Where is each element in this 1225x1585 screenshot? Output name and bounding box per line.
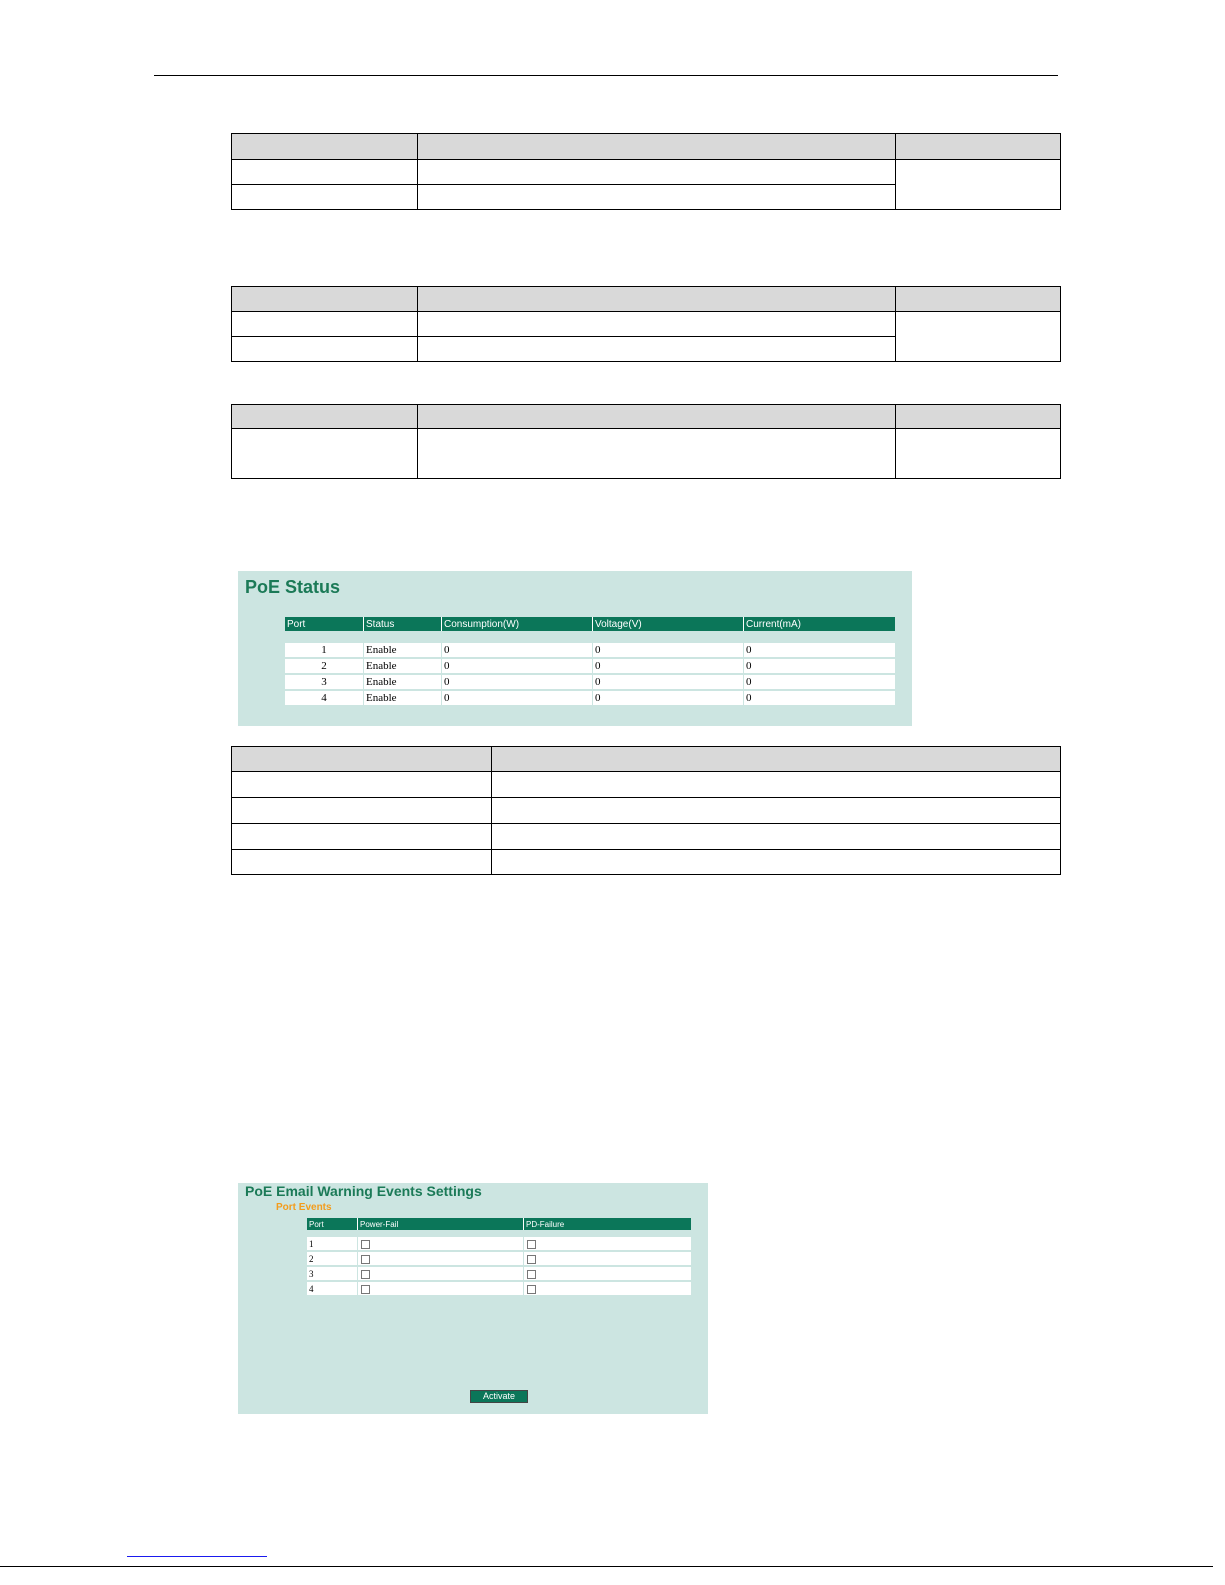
table-cell [232,429,418,479]
port-cell: 3 [307,1265,357,1280]
table-row [285,641,895,657]
header-cell [492,747,1061,772]
power-fail-cell [357,1280,523,1295]
current-cell: 0 [743,657,895,673]
current-cell: 0 [743,673,895,689]
table-row [307,1280,691,1295]
table-cell [492,772,1061,798]
table-cell [418,429,896,479]
header-cell [896,405,1061,429]
table-row [285,673,895,689]
poe-email-title: PoE Email Warning Events Settings [245,1183,482,1199]
header-rule [154,75,1058,76]
poe-status-table [285,617,895,705]
table-cell [232,337,418,362]
current-cell: 0 [743,641,895,657]
table-cell [896,429,1061,479]
activate-button[interactable]: Activate [470,1390,528,1403]
voltage-cell: 0 [592,689,743,705]
setting-table-3 [231,404,1061,479]
table-cell [232,772,492,798]
pd-failure-checkbox[interactable] [527,1240,536,1249]
table-cell [418,337,896,362]
port-cell: 4 [307,1280,357,1295]
setting-table-4 [231,746,1061,875]
header-cell [418,405,896,429]
column-header-status: Status [363,617,441,631]
power-fail-cell [357,1235,523,1250]
column-header-port: Port [285,617,363,631]
table-row [307,1250,691,1265]
poe-email-table [307,1218,691,1295]
voltage-cell: 0 [592,657,743,673]
current-cell: 0 [743,689,895,705]
voltage-cell: 0 [592,641,743,657]
table-cell [232,185,418,210]
setting-table-2 [231,286,1061,362]
table-cell [492,850,1061,875]
table-cell [418,312,896,337]
status-cell: Enable [363,657,441,673]
column-header-voltage: Voltage(V) [592,617,743,631]
port-cell: 2 [285,657,363,673]
power-fail-checkbox[interactable] [361,1240,370,1249]
footer-link-underline[interactable] [127,1556,267,1557]
setting-table-1 [231,133,1061,210]
poe-status-title: PoE Status [245,577,341,597]
power-fail-checkbox[interactable] [361,1255,370,1264]
power-fail-checkbox[interactable] [361,1285,370,1294]
consumption-cell: 0 [441,689,592,705]
column-header-current: Current(mA) [743,617,895,631]
table-row [285,657,895,673]
port-events-subtitle: Port Events [276,1202,332,1213]
column-header-pd-failure: PD-Failure [523,1218,691,1230]
table-cell [418,185,896,210]
pd-failure-cell [523,1235,691,1250]
table-row [307,1265,691,1280]
port-cell: 4 [285,689,363,705]
port-cell: 1 [307,1235,357,1250]
pd-failure-cell [523,1265,691,1280]
pd-failure-checkbox[interactable] [527,1255,536,1264]
table-cell [232,312,418,337]
header-cell [896,134,1061,160]
column-header-port: Port [307,1218,357,1230]
table-cell [232,850,492,875]
consumption-cell: 0 [441,673,592,689]
table-cell [232,798,492,824]
status-cell: Enable [363,641,441,657]
table-cell [232,824,492,850]
voltage-cell: 0 [592,673,743,689]
header-cell [232,287,418,312]
table-row [307,1235,691,1250]
status-cell: Enable [363,689,441,705]
table-cell [418,160,896,185]
table-cell [492,824,1061,850]
power-fail-cell [357,1250,523,1265]
pd-failure-cell [523,1280,691,1295]
port-cell: 2 [307,1250,357,1265]
status-cell: Enable [363,673,441,689]
header-cell [232,747,492,772]
header-cell [232,405,418,429]
port-cell: 3 [285,673,363,689]
pd-failure-checkbox[interactable] [527,1285,536,1294]
consumption-cell: 0 [441,641,592,657]
footer-rule [0,1566,1213,1567]
table-cell [232,160,418,185]
header-cell [896,287,1061,312]
header-cell [418,134,896,160]
column-header-power-fail: Power-Fail [357,1218,523,1230]
consumption-cell: 0 [441,657,592,673]
table-cell [492,798,1061,824]
header-cell [418,287,896,312]
pd-failure-cell [523,1250,691,1265]
pd-failure-checkbox[interactable] [527,1270,536,1279]
power-fail-checkbox[interactable] [361,1270,370,1279]
table-cell [896,160,1061,210]
column-header-consumption: Consumption(W) [441,617,592,631]
table-row [285,689,895,705]
power-fail-cell [357,1265,523,1280]
table-cell [896,312,1061,362]
header-cell [232,134,418,160]
port-cell: 1 [285,641,363,657]
